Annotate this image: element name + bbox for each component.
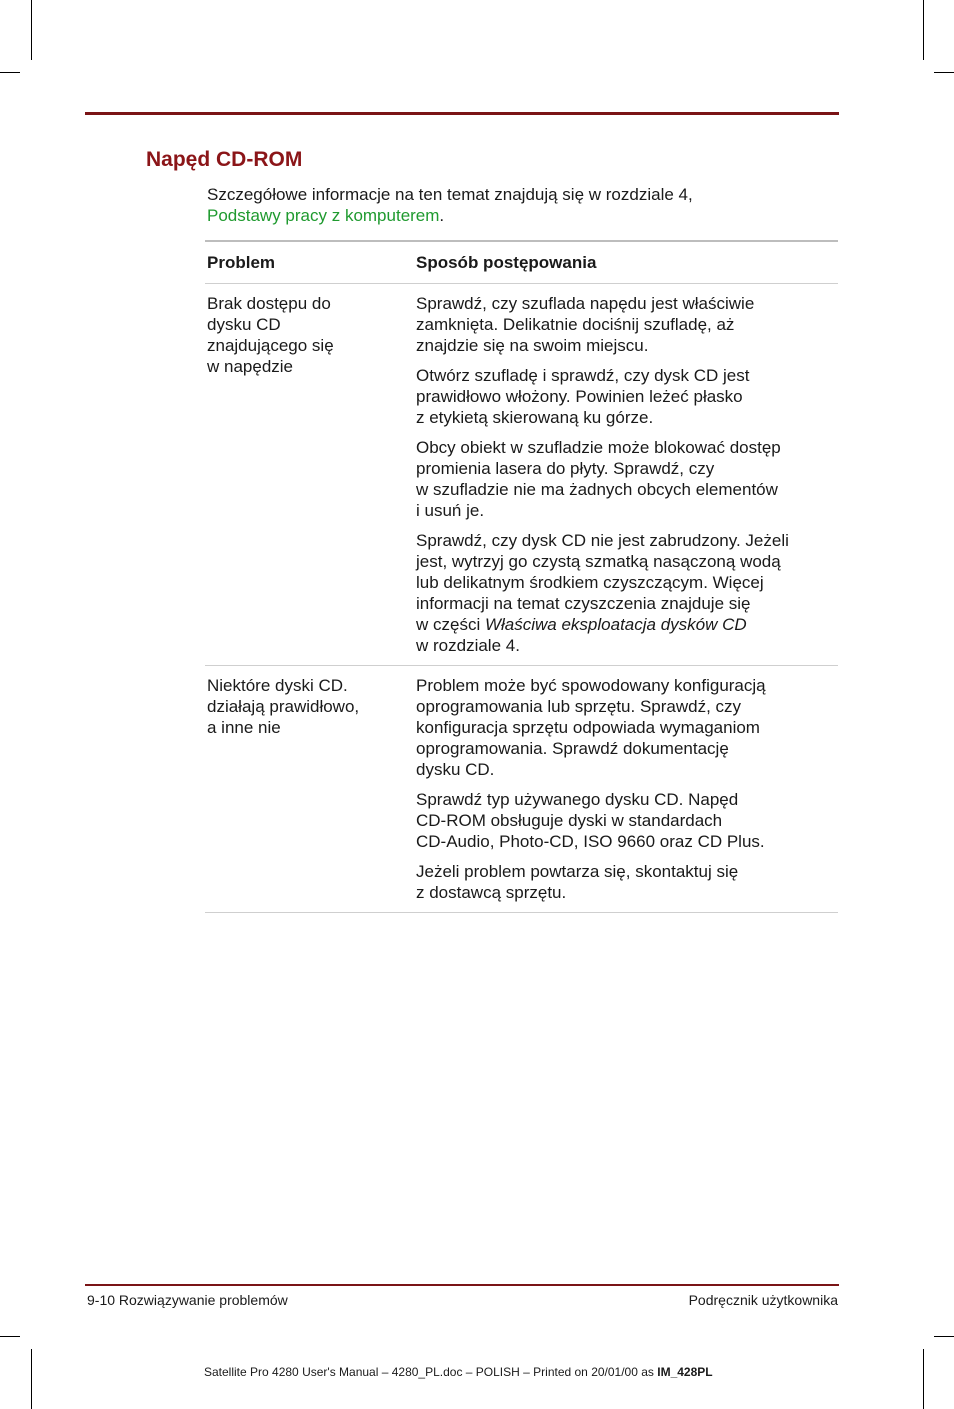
print-info-text: Satellite Pro 4280 User's Manual – 4280_PL.doc – POLISH – Printed on 20/01/00 as: [204, 1365, 658, 1379]
solution-cell: [416, 675, 838, 903]
header-rule: [85, 112, 839, 115]
solution-cell: [416, 293, 838, 656]
intro-period: .: [439, 206, 445, 225]
chapter-link[interactable]: Podstawy pracy z komputerem: [207, 206, 440, 225]
table-row: [205, 666, 838, 913]
problem-cell: Brak dostępu do dysku CD znajdującego się w napędzie: [207, 294, 334, 376]
solution-paragraph: Otwórz szufladę i sprawdź, czy dysk CD jest prawidłowo włożony. Powinien leżeć płasko z etykietą skierowaną ku górze.: [416, 366, 750, 427]
crop-mark: [923, 1349, 924, 1409]
footer-page-section: 9-10 Rozwiązywanie problemów: [87, 1292, 288, 1308]
solution-paragraph: Jeżeli problem powtarza się, skontaktuj się z dostawcą sprzętu.: [416, 862, 739, 902]
crop-mark: [0, 72, 20, 73]
crop-mark: [31, 1349, 32, 1409]
crop-mark: [31, 0, 32, 60]
table-header: [205, 242, 838, 284]
crop-mark: [923, 0, 924, 60]
solution-paragraph: Problem może być spowodowany konfiguracją oprogramowania lub sprzętu. Sprawdź, czy konfiguracja sprzętu odpowiada wymaganiom oprogramowania. Sprawdź dokumentację dysku CD.: [416, 676, 766, 779]
header-problem: Problem: [207, 253, 276, 272]
crop-mark: [934, 72, 954, 73]
intro-text: Szczegółowe informacje na ten temat znajdują się w rozdziale 4,: [207, 185, 693, 204]
print-info: [204, 1365, 713, 1379]
solution-paragraph: [416, 530, 838, 656]
footer-manual-title: Podręcznik użytkownika: [688, 1292, 838, 1308]
footer-rule: [85, 1284, 839, 1286]
problem-cell: Niektóre dyski CD. działają prawidłowo, a inne nie: [207, 676, 360, 737]
table-row: [205, 284, 838, 666]
crop-mark: [0, 1336, 20, 1337]
crop-mark: [934, 1336, 954, 1337]
troubleshooting-table: [205, 240, 838, 913]
intro-paragraph: [207, 184, 827, 226]
solution-tail: w rozdziale 4.: [416, 636, 520, 655]
solution-text: Sprawdź, czy dysk CD nie jest zabrudzony. Jeżeli jest, wytrzyj go czystą szmatką nasączoną wodą lub delikatnym środkiem czyszczącym. Więcej informacji na temat czyszczenia znajduje się w części: [416, 531, 789, 634]
solution-reference: Właściwa eksploatacja dysków CD: [484, 615, 747, 634]
header-solution: Sposób postępowania: [416, 253, 597, 272]
solution-paragraph: Sprawdź typ używanego dysku CD. Napęd CD-ROM obsługuje dyski w standardach CD-Audio, Photo-CD, ISO 9660 oraz CD Plus.: [416, 790, 765, 851]
print-info-code: IM_428PL: [657, 1365, 713, 1379]
solution-paragraph: Obcy obiekt w szufladzie może blokować dostęp promienia lasera do płyty. Sprawdź, czy w szufladzie nie ma żadnych obcych elementów i usuń je.: [416, 438, 781, 520]
section-title: Napęd CD-ROM: [146, 148, 303, 171]
solution-paragraph: Sprawdź, czy szuflada napędu jest właściwie zamknięta. Delikatnie dociśnij szufladę, aż znajdzie się na swoim miejscu.: [416, 294, 755, 355]
